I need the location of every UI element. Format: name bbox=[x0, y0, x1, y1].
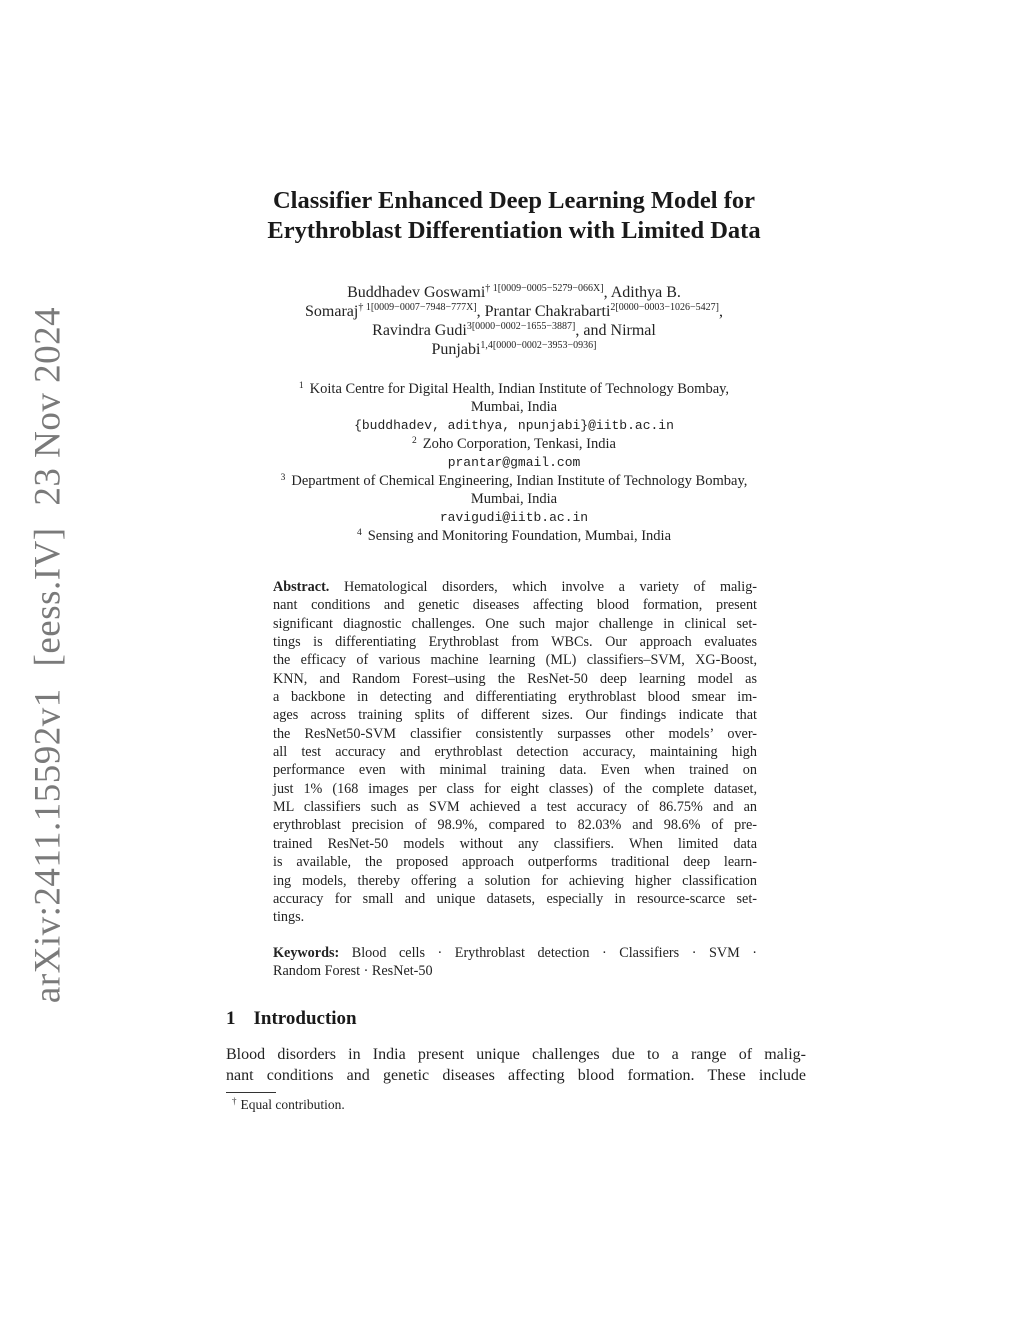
title-line-1: Classifier Enhanced Deep Learning Model for bbox=[272, 187, 756, 214]
author-line-4 bbox=[212, 340, 816, 359]
affiliation-1-number: 1 bbox=[298, 381, 304, 391]
author-goswami: Buddhadev Goswami bbox=[347, 284, 486, 301]
affiliation-3-line-2: Mumbai, India bbox=[470, 491, 558, 508]
keywords-line-1 bbox=[273, 944, 757, 962]
footnote-mark: † bbox=[232, 1096, 237, 1106]
body-text bbox=[226, 1044, 806, 1086]
abstract-line: performance even with minimal training data. Even when trained on bbox=[273, 762, 757, 779]
affiliation-4 bbox=[212, 527, 816, 545]
abstract-line: ML classifiers such as SVM achieved a test accuracy of 86.75% and an bbox=[273, 799, 757, 816]
author-adithya-orcid: † 1[0009−0007−7948−777X] bbox=[358, 302, 477, 313]
abstract-line: erythroblast precision of 98.9%, compared to 82.03% and 98.6% of pre- bbox=[273, 817, 757, 834]
body-line-2: nant conditions and genetic diseases affecting blood formation. These include bbox=[226, 1067, 806, 1084]
affiliation-4-line-1: Sensing and Monitoring Foundation, Mumbai, India bbox=[367, 528, 672, 545]
abstract-line: all test accuracy and erythroblast detection accuracy, maintaining high bbox=[273, 744, 757, 761]
keywords-text-1: Blood cells · Erythroblast detection · Classifiers · SVM · bbox=[351, 945, 757, 961]
abstract-line: just 1% (168 images per class for eight classes) of the complete dataset, bbox=[273, 780, 757, 797]
abstract-line: significant diagnostic challenges. One such major challenge in clinical set- bbox=[273, 615, 757, 632]
body-line-1: Blood disorders in India present unique challenges due to a range of malig- bbox=[226, 1046, 806, 1063]
abstract-line: accuracy for small and unique datasets, especially in resource-scarce set- bbox=[273, 890, 757, 907]
abstract-line: is available, the proposed approach outperforms traditional deep learn- bbox=[273, 854, 757, 871]
arxiv-stamp bbox=[27, 301, 70, 1009]
author-adithya-first: Adithya B. bbox=[610, 284, 681, 301]
affiliation-1-line-2: Mumbai, India bbox=[470, 399, 558, 416]
footnote-rule bbox=[226, 1092, 276, 1093]
affiliation-3-line-1: Department of Chemical Engineering, Indian Institute of Technology Bombay, bbox=[291, 473, 748, 490]
affiliation-2 bbox=[212, 435, 816, 453]
abstract-line: tings is differentiating Erythroblast from WBCs. Our approach evaluates bbox=[273, 634, 757, 651]
keywords-label: Keywords: bbox=[273, 945, 340, 961]
author-ravindra-orcid: 3[0000−0002−1655−3887] bbox=[466, 321, 576, 332]
abstract bbox=[273, 578, 757, 927]
author-prantar-orcid: 2[0000−0003−1026−5427] bbox=[610, 302, 719, 313]
abstract-line: tings. bbox=[273, 909, 305, 926]
abstract-line bbox=[273, 578, 757, 596]
author-line-2: Somaraj$^{\dagger 1[0009-0007-7948-777X]}$, Prantar Chakrabarti$^{2[0000-0003-1026-5427]}$, bbox=[305, 302, 723, 320]
footnote-text: Equal contribution. bbox=[240, 1097, 345, 1112]
affiliation-1-line-1: Koita Centre for Digital Health, Indian Institute of Technology Bombay, bbox=[309, 381, 730, 397]
section-title: Introduction bbox=[253, 1008, 357, 1029]
abstract-line: the efficacy of various machine learning (ML) classifiers–SVM, XG-Boost, bbox=[273, 652, 757, 669]
abstract-label: Abstract. bbox=[273, 579, 330, 595]
affiliation-3-email: ravigudi@iitb.ac.in bbox=[439, 509, 589, 525]
author-and-text: , and Nirmal bbox=[575, 322, 656, 339]
author-nirmal: Punjabi bbox=[431, 341, 481, 358]
affiliation-1-email: {buddhadev, adithya, npunjabi}@iitb.ac.in bbox=[354, 417, 674, 433]
abstract-line: the ResNet50-SVM classifier consistently surpasses other models’ over- bbox=[273, 725, 757, 742]
abstract-line: nant conditions and genetic diseases affecting blood formation, present bbox=[273, 597, 757, 614]
affiliation-4-number: 4 bbox=[356, 528, 362, 539]
keywords bbox=[273, 944, 757, 981]
affiliation-2-line-1: Zoho Corporation, Tenkasi, India bbox=[422, 436, 616, 453]
author-line-1: Buddhadev Goswami$^{\dagger 1[0009-0005-5279-066X]}$, Adithya B. bbox=[347, 283, 681, 301]
author-adithya-last: Somaraj bbox=[305, 303, 359, 320]
abstract-line: a backbone in detecting and differentiating erythroblast blood smear im- bbox=[273, 689, 757, 706]
section-number: 1 bbox=[226, 1008, 236, 1029]
affiliation-3 bbox=[212, 472, 816, 490]
affiliation-2-number: 2 bbox=[412, 436, 417, 447]
abstract-line: ing models, thereby offering a solution for achieving higher classification bbox=[273, 872, 757, 889]
abstract-line-text: Hematological disorders, which involve a variety of malig- bbox=[343, 579, 758, 595]
arxiv-id: arXiv:2411.15592v1 bbox=[27, 688, 69, 1004]
footnote bbox=[226, 1096, 345, 1113]
abstract-line: KNN, and Random Forest–using the ResNet-50 deep learning model as bbox=[273, 670, 757, 687]
author-prantar: Prantar Chakrabarti bbox=[484, 303, 611, 320]
abstract-line: ages across training splits of different sizes. Our findings indicate that bbox=[273, 707, 757, 724]
affiliation-3-number: 3 bbox=[280, 473, 286, 484]
author-list bbox=[212, 283, 816, 359]
arxiv-date: 23 Nov 2024 bbox=[27, 306, 69, 506]
author-nirmal-orcid: 1,4[0000−0002−3953−0936] bbox=[480, 340, 597, 351]
abstract-line: trained ResNet-50 models without any classifiers. When limited data bbox=[273, 835, 757, 852]
author-line-3 bbox=[212, 321, 816, 340]
paper-title bbox=[212, 186, 816, 246]
affiliation-2-email: prantar@gmail.com bbox=[447, 454, 581, 470]
title-line-2: Erythroblast Differentiation with Limited Data bbox=[267, 217, 761, 244]
keywords-line-2: Random Forest · ResNet-50 bbox=[273, 963, 433, 980]
arxiv-category: [eess.IV] bbox=[27, 527, 69, 667]
author-ravindra: Ravindra Gudi bbox=[372, 322, 467, 339]
section-heading bbox=[226, 1008, 357, 1030]
author-goswami-orcid: † 1[0009−0005−5279−066X] bbox=[485, 283, 604, 294]
affiliation-1 bbox=[212, 380, 816, 398]
affiliation-list bbox=[212, 380, 816, 546]
